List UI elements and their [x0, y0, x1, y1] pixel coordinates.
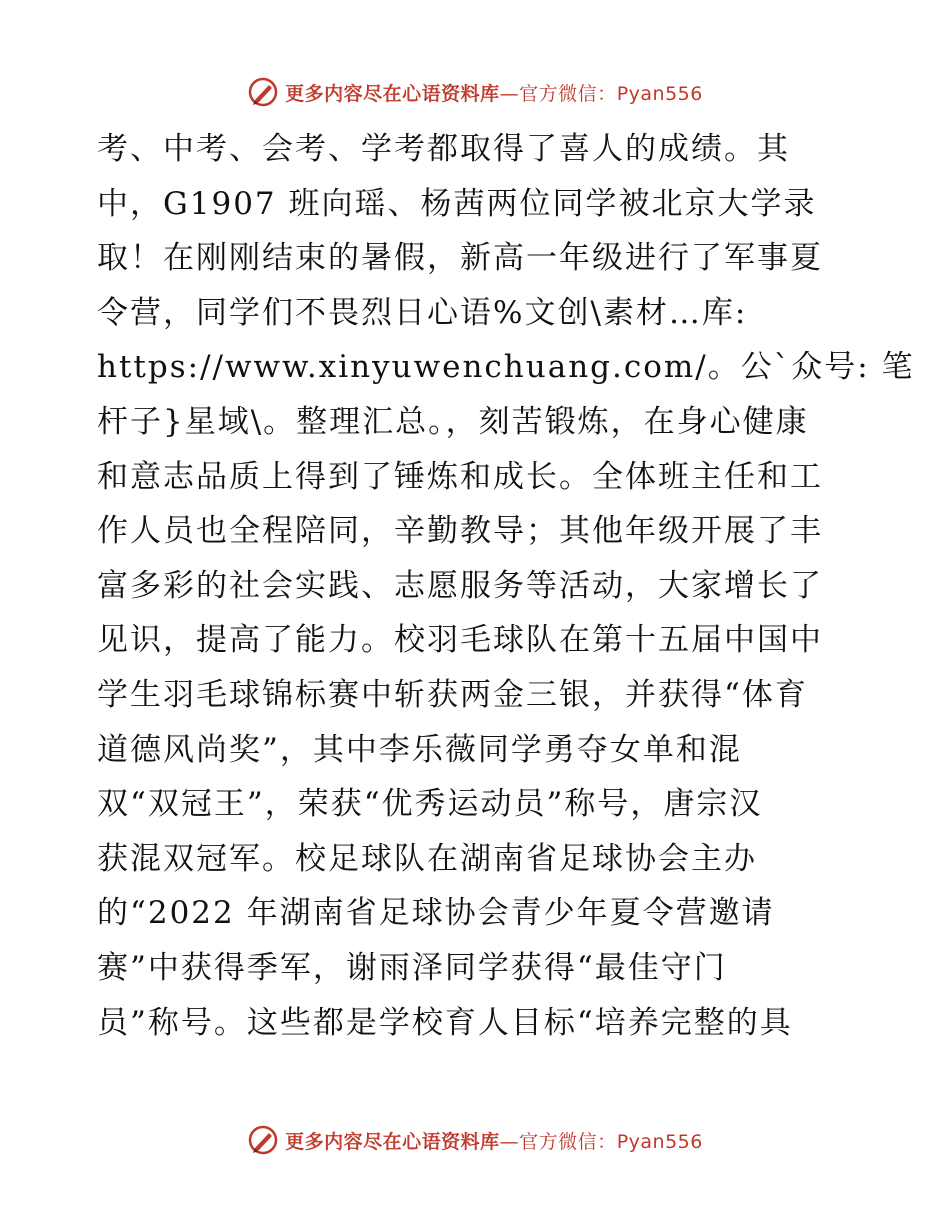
header-wechat-label: 官方微信： [519, 82, 617, 105]
body-line: 作人员也全程陪同，辛勤教导；其他年级开展了丰 [97, 513, 823, 550]
header-text [285, 79, 703, 106]
document-body [97, 122, 915, 1050]
body-line: 令营，同学们不畏烈日心语%文创\素材…库: [97, 294, 748, 331]
footer-dash: — [499, 1130, 520, 1153]
body-line: 双“双冠王”，荣获“优秀运动员”称号，唐宗汉 [97, 786, 763, 823]
body-line: 富多彩的社会实践、志愿服务等活动，大家增长了 [97, 567, 823, 604]
header-site: 更多内容尽在心语资料库 [285, 82, 500, 105]
body-line: 的“2022 年湖南省足球协会青少年夏令营邀请 [97, 895, 775, 932]
body-line: 中，G1907 班向瑶、杨茜两位同学被北京大学录 [97, 185, 817, 222]
header-dash: — [499, 82, 520, 105]
body-line: 赛”中获得季军，谢雨泽同学获得“最佳守门 [97, 949, 727, 986]
body-line: 获混双冠军。校足球队在湖南省足球协会主办 [97, 840, 757, 877]
body-line: 道德风尚奖”，其中李乐薇同学勇夺女单和混 [97, 731, 742, 768]
body-line: 和意志品质上得到了锤炼和成长。全体班主任和工 [97, 458, 823, 495]
body-line: 杆子}星域\。整理汇总。，刻苦锻炼，在身心健康 [97, 403, 809, 440]
footer-site: 更多内容尽在心语资料库 [285, 1130, 500, 1153]
footer-banner [0, 1120, 950, 1160]
footer-wechat-label: 官方微信： [519, 1130, 617, 1153]
body-line: 学生羽毛球锦标赛中斩获两金三银，并获得“体育 [97, 676, 808, 713]
body-line: https://www.xinyuwenchuang.com/。公`众号: 笔 [97, 349, 915, 386]
pen-logo-icon [247, 1124, 279, 1156]
body-line: 见识，提高了能力。校羽毛球队在第十五届中国中 [97, 622, 823, 659]
body-line: 员”称号。这些都是学校育人目标“培养完整的具 [97, 1004, 793, 1041]
header-wechat-id: Pyan556 [616, 82, 703, 105]
body-line: 考、中考、会考、学考都取得了喜人的成绩。其 [97, 131, 790, 167]
footer-text [285, 1127, 703, 1154]
footer-wechat-id: Pyan556 [616, 1130, 703, 1153]
header-banner [0, 72, 950, 112]
pen-logo-icon [247, 76, 279, 108]
body-line: 取！在刚刚结束的暑假，新高一年级进行了军事夏 [97, 240, 823, 277]
